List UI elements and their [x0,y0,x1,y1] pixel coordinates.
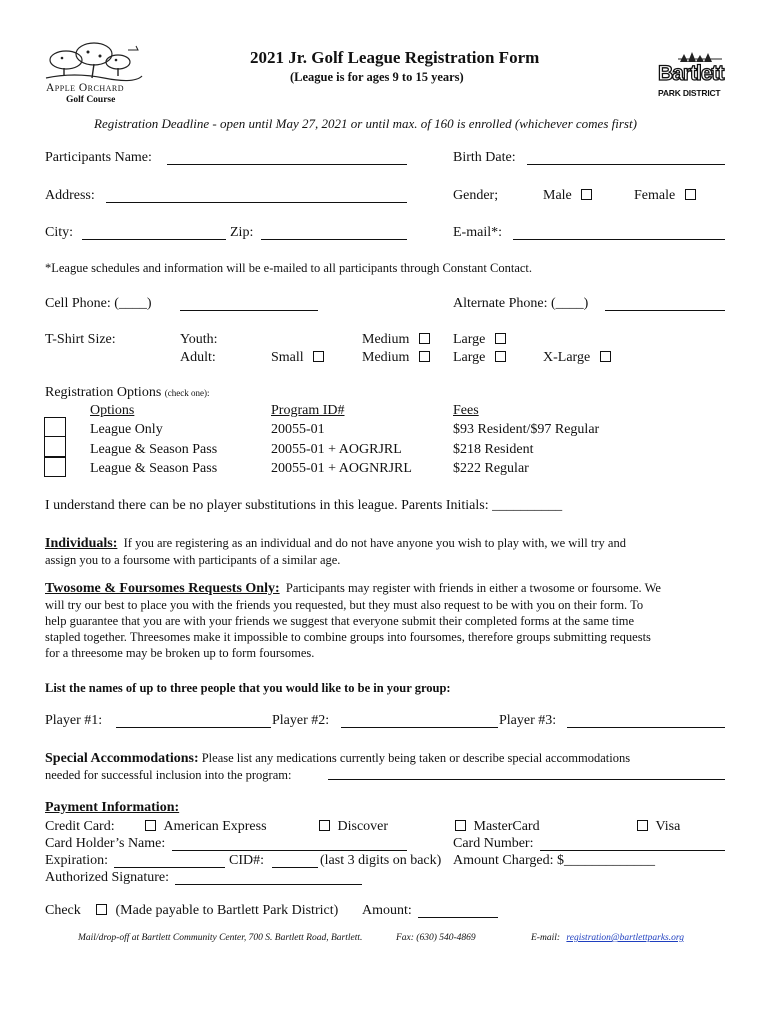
twosome-text-3: help guarantee that you are with your friends we suggest that everyone submit their completed forms at the same time [45,614,635,628]
tshirt-youth-label: Youth: [180,332,218,347]
email-note: *League schedules and information will be e-mailed to all participants through Constant Contact. [45,261,533,275]
card-number-label: Card Number: [453,836,534,851]
mastercard-label: MasterCard [473,819,540,834]
gender-male-option[interactable] [543,188,592,204]
option-program-id: 20055-01 [271,422,325,437]
tree-line-icon [678,50,722,62]
zip-label: Zip: [230,225,254,240]
check-amount-label: Amount: [362,903,412,918]
player-1-field[interactable] [116,727,271,728]
option-fee: $222 Regular [453,461,529,476]
adult-large-option[interactable] [453,350,506,366]
female-label: Female [634,188,676,203]
tshirt-size-label: T-Shirt Size: [45,332,116,347]
individuals-heading: Individuals: [45,536,118,551]
visa-label: Visa [655,819,681,834]
youth-large-checkbox[interactable] [495,333,506,344]
tree-illustration-icon [44,40,144,84]
col-header-program-id: Program ID# [271,403,345,418]
option-program-id: 20055-01 + AOGNRJRL [271,461,412,476]
footer-email [531,933,684,943]
authorized-signature-label: Authorized Signature: [45,870,170,885]
alternate-phone-field[interactable] [605,310,725,311]
mastercard-option[interactable] [455,819,540,835]
birth-date-label: Birth Date: [453,150,516,165]
logo-text-apple-orchard: Apple Orchard [46,82,124,94]
option-name: League Only [90,422,163,437]
cid-label: CID#: [229,853,264,868]
credit-card-label: Credit Card: [45,819,115,834]
card-number-field[interactable] [540,850,725,851]
option-checkbox-league-only[interactable] [44,417,66,437]
youth-medium-checkbox[interactable] [419,333,430,344]
birth-date-field[interactable] [527,164,725,165]
apple-orchard-logo [44,40,144,108]
twosome-text-4: stapled together. Threesomes make it impossible to combine groups into foursomes, therefore groups submitting requests [45,630,651,644]
form-subtitle: (League is for ages 9 to 15 years) [290,70,464,84]
option-fee: $218 Resident [453,442,534,457]
logo-text-golf-course: Golf Course [66,95,116,105]
footer-email-link[interactable]: registration@bartlettparks.org [566,933,684,943]
card-holder-label: Card Holder’s Name: [45,836,166,851]
substitution-statement: I understand there can be no player substitutions in this league. Parents Initials: __________ [45,498,563,513]
adult-medium-label: Medium [362,350,410,365]
amex-checkbox[interactable] [145,820,156,831]
player-1-label: Player #1: [45,713,103,728]
tshirt-adult-label: Adult: [180,350,216,365]
check-checkbox[interactable] [96,904,107,915]
twosome-text-5: for a threesome may be broken up to form foursomes. [45,646,315,660]
twosome-heading: Twosome & Foursomes Requests Only: [45,581,280,596]
cid-field[interactable] [272,867,318,868]
registration-options-heading [45,385,210,401]
option-fee: $93 Resident/$97 Regular [453,422,600,437]
adult-xlarge-label: X-Large [543,350,591,365]
discover-option[interactable] [319,819,388,835]
check-note: (Made payable to Bartlett Park District) [115,903,339,918]
adult-small-label: Small [271,350,304,365]
gender-label: Gender; [453,188,499,203]
amex-option[interactable] [145,819,267,835]
male-label: Male [543,188,572,203]
check-amount-field[interactable] [418,917,498,918]
twosome-text-1: Participants may register with friends in either a twosome or foursome. We [285,581,661,595]
gender-female-option[interactable] [634,188,696,204]
adult-xlarge-option[interactable] [543,350,611,366]
participant-name-label: Participants Name: [45,150,152,165]
footer-fax: Fax: (630) 540-4869 [396,933,476,943]
col-header-fees: Fees [453,403,479,418]
footer-email-label: E-mail: [531,933,561,943]
youth-medium-label: Medium [362,332,410,347]
adult-xlarge-checkbox[interactable] [600,351,611,362]
cell-phone-label: Cell Phone: (____) [45,296,152,311]
player-3-field[interactable] [567,727,725,728]
player-3-label: Player #3: [499,713,557,728]
form-title: 2021 Jr. Golf League Registration Form [250,48,540,67]
zip-field[interactable] [261,239,407,240]
special-accommodations-text-2: needed for successful inclusion into the program: [45,768,292,782]
check-label: Check [45,903,81,918]
cell-phone-field[interactable] [180,310,318,311]
individuals-section [45,535,735,568]
visa-checkbox[interactable] [637,820,648,831]
col-header-options: Options [90,403,135,418]
expiration-field[interactable] [114,867,225,868]
male-checkbox[interactable] [581,189,592,200]
authorized-signature-field[interactable] [175,884,362,885]
bartlett-park-district-logo [656,50,724,102]
adult-small-option[interactable] [271,350,324,366]
individuals-text-2: assign you to a foursome with participants of a similar age. [45,553,341,567]
expiration-label: Expiration: [45,853,108,868]
mastercard-checkbox[interactable] [455,820,466,831]
amex-label: American Express [163,819,267,834]
female-checkbox[interactable] [685,189,696,200]
option-checkbox-season-pass-resident[interactable] [44,437,66,457]
option-checkbox-season-pass-regular[interactable] [44,457,66,477]
option-name: League & Season Pass [90,442,218,457]
logo-text-bartlett: Bartlett [658,62,724,85]
youth-large-label: Large [453,332,486,347]
discover-label: Discover [337,819,389,834]
adult-medium-option[interactable] [362,350,430,366]
player-2-field[interactable] [341,727,498,728]
participant-name-field[interactable] [167,164,407,165]
special-accommodations-heading: Special Accommodations: [45,751,199,766]
player-2-label: Player #2: [272,713,330,728]
special-accommodations-text-1: Please list any medications currently being taken or describe special accommodations [201,751,631,765]
city-field[interactable] [82,239,226,240]
group-list-heading: List the names of up to three people that you would like to be in your group: [45,681,451,695]
registration-options-title: Registration Options [45,385,162,400]
discover-checkbox[interactable] [319,820,330,831]
email-field[interactable] [513,239,725,240]
city-label: City: [45,225,74,240]
payment-heading: Payment Information: [45,800,180,815]
special-accommodations-field[interactable] [328,779,725,780]
twosome-section [45,580,735,661]
youth-medium-option[interactable] [362,332,430,348]
youth-large-option[interactable] [453,332,506,348]
address-field[interactable] [106,202,407,203]
option-program-id: 20055-01 + AOGRJRL [271,442,402,457]
logo-text-park-district: PARK DISTRICT [658,88,721,98]
footer-mail: Mail/drop-off at Bartlett Community Center, 700 S. Bartlett Road, Bartlett. [78,933,363,943]
individuals-text-1: If you are registering as an individual and do not have anyone you wish to play with, we will try and [123,536,626,550]
address-label: Address: [45,188,95,203]
option-name: League & Season Pass [90,461,218,476]
adult-large-checkbox[interactable] [495,351,506,362]
email-label: E-mail*: [453,225,502,240]
check-option[interactable] [96,903,338,919]
amount-charged-label[interactable]: Amount Charged: $_____________ [453,853,655,868]
adult-medium-checkbox[interactable] [419,351,430,362]
registration-deadline: Registration Deadline - open until May 27, 2021 or until max. of 160 is enrolled (whichever comes first) [94,116,637,131]
adult-small-checkbox[interactable] [313,351,324,362]
cid-note: (last 3 digits on back) [320,853,442,868]
adult-large-label: Large [453,350,486,365]
registration-options-note: (check one): [164,388,210,398]
card-holder-field[interactable] [172,850,407,851]
twosome-text-2: will try our best to place you with the friends you requested, but they must also request to be with you on their form. To [45,598,644,612]
alternate-phone-label: Alternate Phone: (____) [453,296,589,311]
visa-option[interactable] [637,819,680,835]
